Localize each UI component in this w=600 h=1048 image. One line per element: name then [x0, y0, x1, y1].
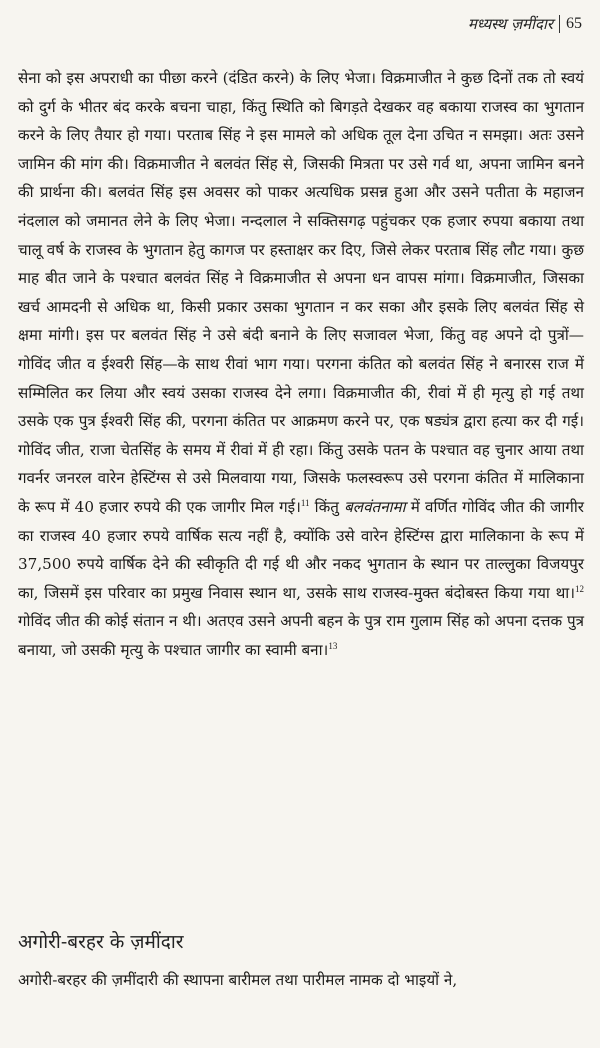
main-paragraph [18, 64, 584, 664]
chapter-title: मध्यस्थ ज़मींदार [467, 15, 553, 33]
page-number: 65 [566, 15, 582, 32]
header-divider [559, 15, 560, 33]
book-title-italic: बलवंतनामा [344, 497, 406, 516]
footnote-ref-13: 13 [328, 640, 338, 651]
paragraph-text-a: सेना को इस अपराधी का पीछा करने (दंडित करने) के लिए भेजा। विक्रमाजीत ने कुछ दिनों तक तो स्वयं को दुर्ग के भीतर बंद करके बचना चाहा, किंतु स्थिति को बिगड़ते देखकर वह बकाया राजस्व का भुगतान करने के लिए तैयार हो गया। परताब सिंह ने इस मामले को अधिक तूल देना उचित न समझा। अतः उसने जामिन की मांग की। विक्रमाजीत ने बलवंत सिंह से, जिसकी मित्रता पर उसे गर्व था, अपना जामिन बनने की प्रार्थना की। बलवंत सिंह इस अवसर को पाकर अत्यधिक प्रसन्न हुआ और उसने पतीता के महाजन नंदलाल को जमानत लेने के लिए भेजा। नन्दलाल ने सक्तिसगढ़ पहुंचकर एक हजार रुपया बकाया तथा चालू वर्ष के राजस्व के भुगतान हेतु कागज पर हस्ताक्षर कर दिए, जिसे लेकर परताब सिंह लौट गया। कुछ माह बीत जाने के पश्चात बलवंत सिंह ने विक्रमाजीत से अपना धन वापस मांगा। विक्रमाजीत, जिसका खर्च आमदनी से अधिक था, किसी प्रकार उसका भुगतान न कर सका और इसके लिए बलवंत सिंह से क्षमा मांगी। इस पर बलवंत सिंह ने उसे बंदी बनाने के लिए सजावल भेजा, किंतु वह अपने दो पुत्रों—गोविंद जीत व ईश्वरी सिंह—के साथ रीवां भाग गया। परगना कंतित को बलवंत सिंह ने बनारस राज में सम्मिलित कर लिया और स्वयं उसका राजस्व देने लगा। विक्रमाजीत की, रीवां में ही मृत्यु हो गई तथा उसके एक पुत्र ईश्वरी सिंह की, परगना कंतित पर आक्रमण करने पर, एक षड्यंत्र द्वारा हत्या कर दी गई। गोविंद जीत, राजा चेतसिंह के समय में रीवां में ही रहा। किंतु उसके पतन के पश्चात वह चुनार आया तथा गवर्नर जनरल वारेन हेस्टिंग्स से उसे मिलवाया गया, जिसके फलस्वरूप उसे परगना कंतित में मालिकाना के रूप में 40 हजार रुपये की एक जागीर मिल गई। [18, 69, 584, 516]
footnote-ref-11: 11 [300, 497, 310, 508]
paragraph-text-b: किंतु [309, 497, 345, 516]
paragraph-body [18, 64, 584, 664]
paragraph-text-c: में वर्णित गोविंद जीत की जागीर का राजस्व 40 हजार रुपये वार्षिक सत्य नहीं है, क्योंकि उसे वारेन हेस्टिंग्स द्वारा मालिकाना के रूप में 37,500 रुपये वार्षिक देने की स्वीकृति दी गई थी और नकद भुगतान के स्थान पर ताल्लुका विजयपुर का, जिसमें इस परिवार का प्रमुख निवास स्थान था, उसके साथ राजस्व-मुक्त बंदोबस्त किया गया था। [18, 497, 584, 602]
section-first-line: अगोरी-बरहर की ज़मींदारी की स्थापना बारीमल तथा पारीमल नामक दो भाइयों ने, [18, 971, 458, 989]
footnote-ref-12: 12 [575, 583, 584, 594]
running-header [468, 14, 582, 34]
paragraph-text-d: गोविंद जीत की कोई संतान न थी। अतएव उसने अपनी बहन के पुत्र राम गुलाम सिंह को अपना दत्तक पुत्र बनाया, जो उसकी मृत्यु के पश्चात जागीर का स्वामी बना। [18, 612, 584, 659]
section-heading: अगोरी-बरहर के ज़मींदार [18, 931, 184, 953]
